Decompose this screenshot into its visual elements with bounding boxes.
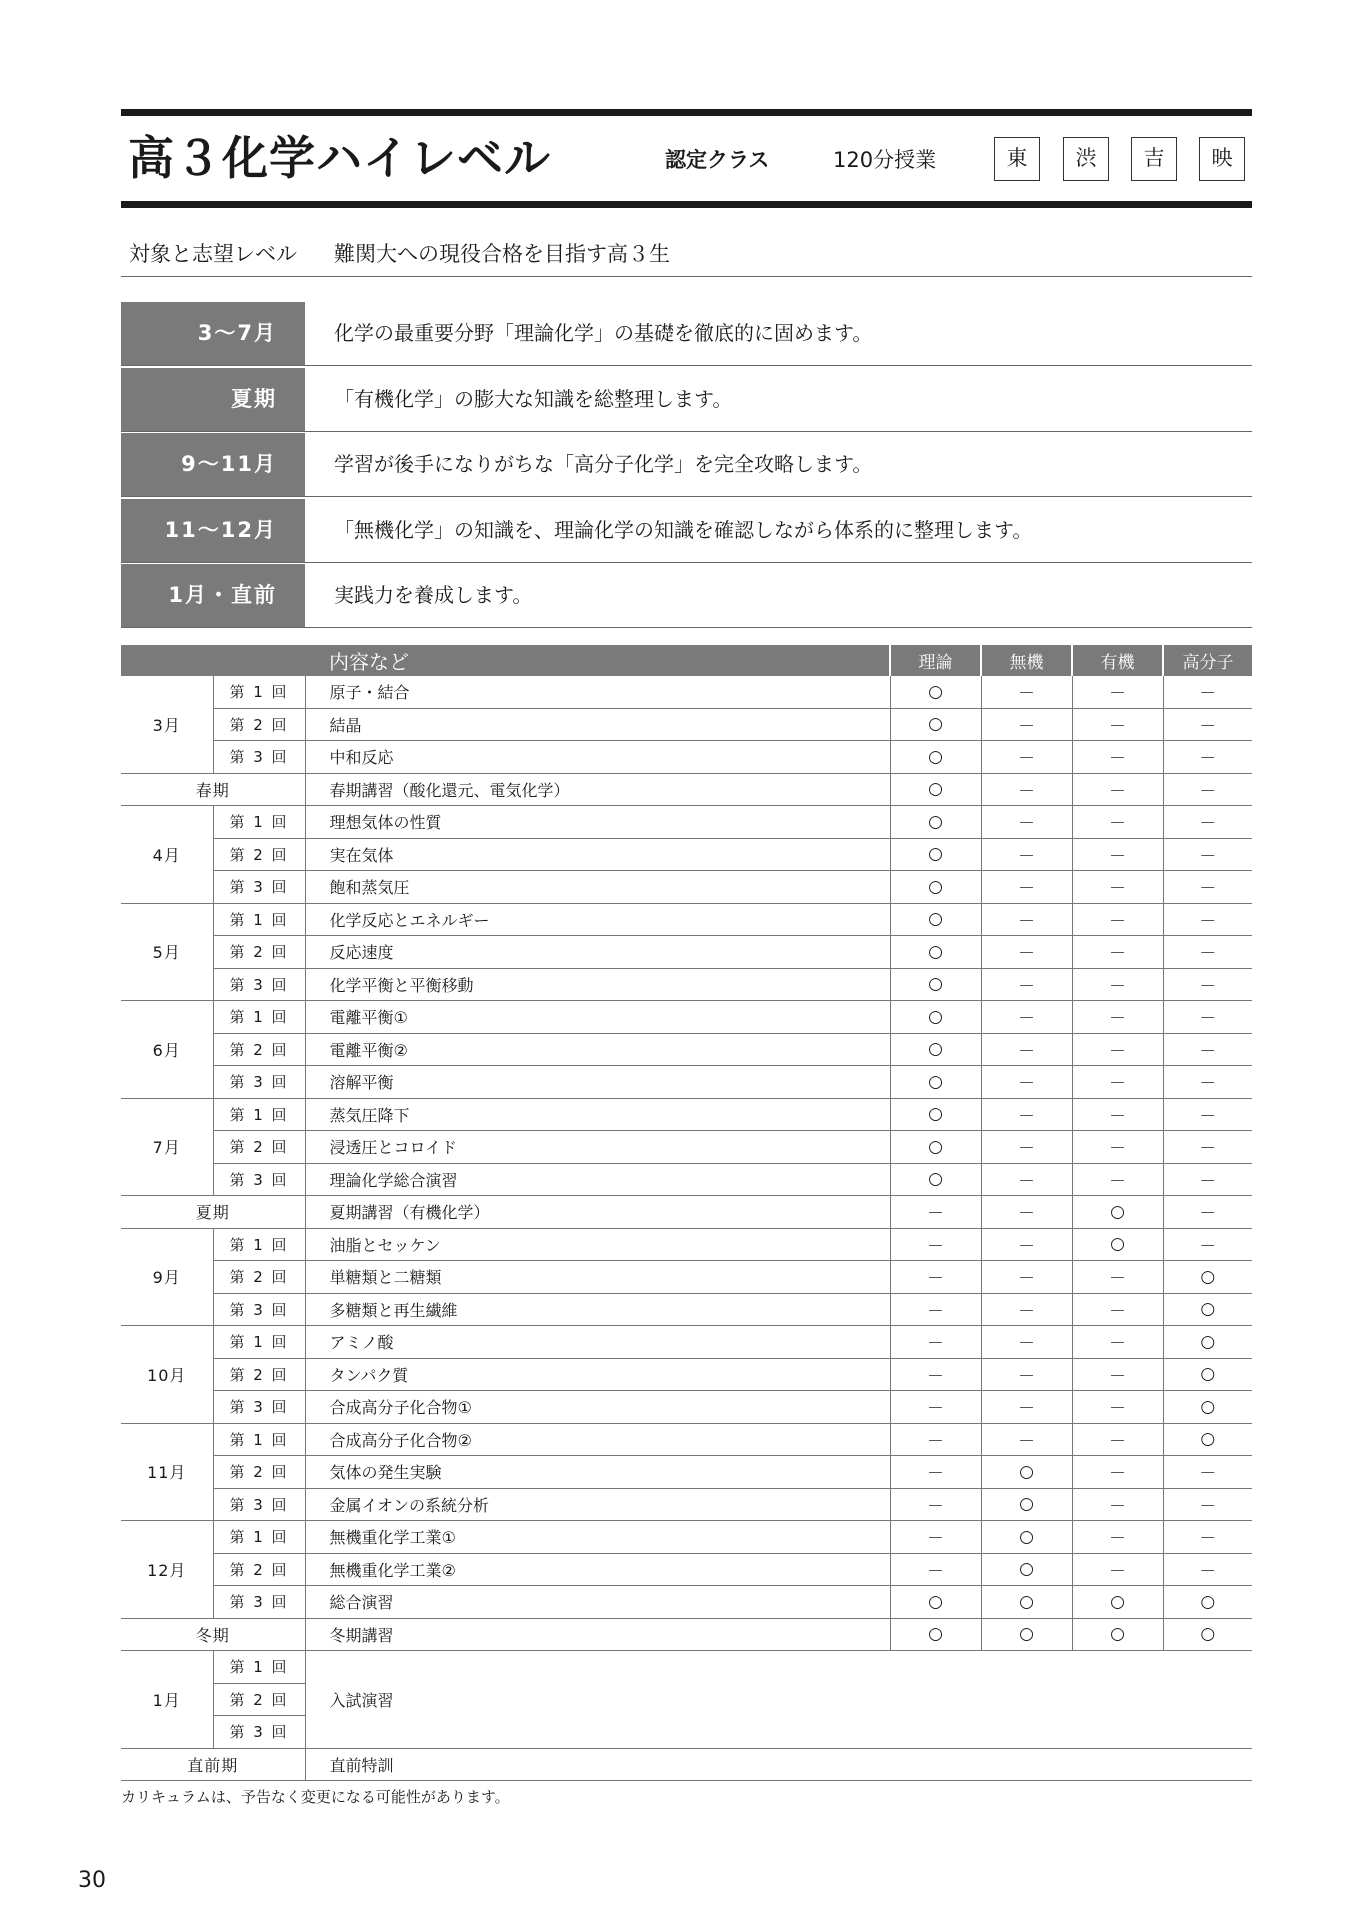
mark-cell: ○ (890, 838, 981, 871)
title-rule-top (121, 109, 1252, 116)
session-label: 第 2 回 (213, 708, 305, 741)
special-period-label: 直前期 (121, 1748, 305, 1781)
session-label: 第 1 回 (213, 1228, 305, 1261)
header-blank (121, 645, 305, 676)
table-row (121, 1131, 1252, 1164)
session-label: 第 1 回 (213, 1423, 305, 1456)
mark-cell: － (1163, 968, 1252, 1001)
mark-cell: － (1072, 968, 1163, 1001)
topic-cell: 理想気体の性質 (305, 806, 890, 839)
mark-cell: － (1163, 676, 1252, 708)
table-row (121, 1326, 1252, 1359)
topic-cell: 中和反応 (305, 741, 890, 774)
topic-cell: 化学平衡と平衡移動 (305, 968, 890, 1001)
topic-cell: 理論化学総合演習 (305, 1163, 890, 1196)
session-label: 第 1 回 (213, 1651, 305, 1684)
mark-cell: － (981, 1098, 1072, 1131)
mark-cell: － (890, 1196, 981, 1229)
mark-cell: ○ (981, 1521, 1072, 1554)
mark-cell: － (1163, 1196, 1252, 1229)
session-label: 第 1 回 (213, 1326, 305, 1359)
mark-cell: － (981, 1358, 1072, 1391)
topic-cell: 入試演習 (305, 1651, 1252, 1749)
session-label: 第 1 回 (213, 903, 305, 936)
mark-cell: － (1163, 1553, 1252, 1586)
mark-cell: － (1163, 1001, 1252, 1034)
mark-cell: － (1163, 1131, 1252, 1164)
mark-cell: ○ (981, 1553, 1072, 1586)
session-label: 第 3 回 (213, 741, 305, 774)
mark-cell: ○ (1163, 1423, 1252, 1456)
content-header: 内容など (305, 645, 890, 676)
mark-cell: － (1072, 806, 1163, 839)
mark-cell: ○ (890, 676, 981, 708)
mark-cell: ○ (890, 1066, 981, 1099)
mark-cell: － (1163, 1521, 1252, 1554)
month-label: 11月 (121, 1423, 213, 1521)
mark-cell: － (1072, 1163, 1163, 1196)
mark-cell: － (1072, 936, 1163, 969)
mark-cell: － (981, 1066, 1072, 1099)
period-label: 9～11月 (121, 433, 305, 496)
mark-cell: － (1072, 1033, 1163, 1066)
table-row (121, 1488, 1252, 1521)
topic-cell: 多糖類と再生繊維 (305, 1293, 890, 1326)
mark-cell: ○ (981, 1488, 1072, 1521)
mark-cell: － (1072, 1326, 1163, 1359)
topic-cell: 直前特訓 (305, 1748, 1252, 1781)
period-description: 化学の最重要分野「理論化学」の基礎を徹底的に固めます。 (334, 321, 873, 345)
table-row (121, 1196, 1252, 1229)
topic-cell: 電離平衡① (305, 1001, 890, 1034)
topic-cell: 単糖類と二糖類 (305, 1261, 890, 1294)
session-label: 第 2 回 (213, 838, 305, 871)
period-row (121, 564, 1252, 628)
table-row (121, 1618, 1252, 1651)
mark-cell: － (981, 871, 1072, 904)
table-row (121, 1651, 1252, 1684)
table-row (121, 968, 1252, 1001)
topic-cell: 油脂とセッケン (305, 1228, 890, 1261)
mark-cell: ○ (1163, 1358, 1252, 1391)
table-row (121, 1456, 1252, 1489)
session-label: 第 3 回 (213, 1586, 305, 1619)
topic-cell: 結晶 (305, 708, 890, 741)
period-label: 1月・直前 (121, 564, 305, 627)
mark-cell: － (1072, 1066, 1163, 1099)
table-row (121, 871, 1252, 904)
mark-cell: ○ (981, 1456, 1072, 1489)
mark-cell: － (1072, 838, 1163, 871)
mark-cell: ○ (1163, 1326, 1252, 1359)
mark-cell: ○ (890, 806, 981, 839)
mark-cell: － (890, 1228, 981, 1261)
mark-cell: － (1163, 1098, 1252, 1131)
mark-cell: － (1163, 871, 1252, 904)
month-label: 12月 (121, 1521, 213, 1619)
table-row (121, 1261, 1252, 1294)
mark-cell: － (1163, 1163, 1252, 1196)
mark-cell: － (1072, 708, 1163, 741)
column-header: 理論 (890, 645, 981, 676)
session-label: 第 1 回 (213, 1098, 305, 1131)
mark-cell: － (1072, 1488, 1163, 1521)
mark-cell: ○ (1163, 1586, 1252, 1619)
mark-cell: － (1163, 903, 1252, 936)
table-row (121, 806, 1252, 839)
session-label: 第 1 回 (213, 1521, 305, 1554)
mark-cell: ○ (890, 1131, 981, 1164)
table-row (121, 1293, 1252, 1326)
mark-cell: － (1072, 1521, 1163, 1554)
mark-cell: － (981, 708, 1072, 741)
mark-cell: － (981, 1423, 1072, 1456)
session-label: 第 2 回 (213, 1033, 305, 1066)
table-row (121, 1358, 1252, 1391)
session-label: 第 3 回 (213, 1488, 305, 1521)
session-label: 第 2 回 (213, 1131, 305, 1164)
mark-cell: － (1163, 1488, 1252, 1521)
mark-cell: ○ (981, 1618, 1072, 1651)
topic-cell: 合成高分子化合物① (305, 1391, 890, 1424)
session-label: 第 1 回 (213, 676, 305, 708)
mark-cell: － (981, 903, 1072, 936)
table-row (121, 1163, 1252, 1196)
table-row (121, 1521, 1252, 1554)
mark-cell: － (1072, 1358, 1163, 1391)
mark-cell: ○ (890, 1618, 981, 1651)
session-label: 第 2 回 (213, 1456, 305, 1489)
month-label: 1月 (121, 1651, 213, 1749)
table-row (121, 1228, 1252, 1261)
month-label: 6月 (121, 1001, 213, 1099)
period-description: 「有機化学」の膨大な知識を総整理します。 (334, 386, 733, 411)
topic-cell: 化学反応とエネルギー (305, 903, 890, 936)
certification-label: 認定クラス (665, 148, 770, 172)
footnote: カリキュラムは、予告なく変更になる可能性があります。 (121, 1788, 510, 1806)
table-row (121, 1066, 1252, 1099)
mark-cell: ○ (890, 1163, 981, 1196)
mark-cell: ○ (890, 773, 981, 806)
table-row (121, 1033, 1252, 1066)
mark-cell: － (1163, 936, 1252, 969)
topic-cell: 夏期講習（有機化学） (305, 1196, 890, 1229)
table-header-row (121, 645, 1252, 676)
table-row (121, 936, 1252, 969)
mark-cell: － (981, 1293, 1072, 1326)
mark-cell: － (981, 806, 1072, 839)
table-row (121, 903, 1252, 936)
mark-cell: － (890, 1553, 981, 1586)
special-period-label: 夏期 (121, 1196, 305, 1229)
mark-cell: － (890, 1261, 981, 1294)
mark-cell: － (1163, 708, 1252, 741)
session-label: 第 3 回 (213, 871, 305, 904)
session-label: 第 1 回 (213, 806, 305, 839)
mark-cell: － (981, 1163, 1072, 1196)
mark-cell: － (981, 741, 1072, 774)
mark-cell: ○ (890, 936, 981, 969)
mark-cell: － (981, 838, 1072, 871)
topic-cell: 金属イオンの系統分析 (305, 1488, 890, 1521)
session-label: 第 3 回 (213, 1293, 305, 1326)
mark-cell: － (1163, 806, 1252, 839)
session-label: 第 3 回 (213, 968, 305, 1001)
campus-badge: 映 (1199, 137, 1245, 181)
topic-cell: タンパク質 (305, 1358, 890, 1391)
topic-cell: 飽和蒸気圧 (305, 871, 890, 904)
topic-cell: 気体の発生実験 (305, 1456, 890, 1489)
mark-cell: ○ (890, 871, 981, 904)
mark-cell: － (981, 1326, 1072, 1359)
campus-badge: 渋 (1063, 137, 1109, 181)
column-header: 高分子 (1163, 645, 1252, 676)
table-row (121, 1001, 1252, 1034)
mark-cell: － (890, 1293, 981, 1326)
mark-cell: ○ (1163, 1618, 1252, 1651)
mark-cell: － (1072, 1001, 1163, 1034)
mark-cell: － (981, 1228, 1072, 1261)
mark-cell: ○ (1072, 1618, 1163, 1651)
mark-cell: ○ (890, 1001, 981, 1034)
period-description: 「無機化学」の知識を、理論化学の知識を確認しながら体系的に整理します。 (334, 517, 1033, 542)
mark-cell: － (1072, 903, 1163, 936)
mark-cell: ○ (890, 903, 981, 936)
table-row (121, 1423, 1252, 1456)
period-row (121, 433, 1252, 497)
topic-cell: 合成高分子化合物② (305, 1423, 890, 1456)
mark-cell: － (1072, 1098, 1163, 1131)
session-label: 第 2 回 (213, 1358, 305, 1391)
mark-cell: － (1072, 1391, 1163, 1424)
mark-cell: － (890, 1423, 981, 1456)
session-label: 第 2 回 (213, 1683, 305, 1716)
topic-cell: 反応速度 (305, 936, 890, 969)
mark-cell: － (1072, 1131, 1163, 1164)
period-label: 3～7月 (121, 302, 305, 365)
topic-cell: 実在気体 (305, 838, 890, 871)
campus-badge: 吉 (1131, 137, 1177, 181)
mark-cell: ○ (890, 741, 981, 774)
mark-cell: － (1072, 1423, 1163, 1456)
mark-cell: ○ (1163, 1261, 1252, 1294)
mark-cell: ○ (1072, 1228, 1163, 1261)
month-label: 5月 (121, 903, 213, 1001)
mark-cell: － (890, 1358, 981, 1391)
session-label: 第 3 回 (213, 1066, 305, 1099)
topic-cell: 春期講習（酸化還元、電気化学） (305, 773, 890, 806)
mark-cell: ○ (890, 708, 981, 741)
campus-badge: 東 (994, 137, 1040, 181)
topic-cell: 無機重化学工業② (305, 1553, 890, 1586)
table-row (121, 676, 1252, 708)
mark-cell: － (981, 1131, 1072, 1164)
duration-label: 120分授業 (833, 148, 937, 172)
table-row (121, 773, 1252, 806)
topic-cell: 蒸気圧降下 (305, 1098, 890, 1131)
mark-cell: － (981, 1033, 1072, 1066)
table-row (121, 1553, 1252, 1586)
mark-cell: － (981, 676, 1072, 708)
mark-cell: － (981, 1001, 1072, 1034)
mark-cell: － (1163, 1033, 1252, 1066)
page-number: 30 (78, 1868, 106, 1893)
mark-cell: － (890, 1391, 981, 1424)
period-label: 11～12月 (121, 499, 305, 562)
mark-cell: － (1072, 773, 1163, 806)
target-text: 難関大への現役合格を目指す高３生 (334, 242, 670, 266)
topic-cell: 総合演習 (305, 1586, 890, 1619)
table-row (121, 1098, 1252, 1131)
table-row (121, 1391, 1252, 1424)
target-label: 対象と志望レベル (129, 242, 297, 266)
mark-cell: － (890, 1488, 981, 1521)
month-label: 4月 (121, 806, 213, 904)
mark-cell: － (1163, 1228, 1252, 1261)
mark-cell: － (1163, 838, 1252, 871)
curriculum-table (121, 645, 1252, 1781)
table-row (121, 1748, 1252, 1781)
mark-cell: － (890, 1326, 981, 1359)
mark-cell: － (1163, 773, 1252, 806)
mark-cell: ○ (981, 1586, 1072, 1619)
topic-cell: 電離平衡② (305, 1033, 890, 1066)
period-row (121, 499, 1252, 563)
topic-cell: 原子・結合 (305, 676, 890, 708)
mark-cell: ○ (1072, 1196, 1163, 1229)
mark-cell: － (1072, 1293, 1163, 1326)
mark-cell: － (1163, 1066, 1252, 1099)
topic-cell: 溶解平衡 (305, 1066, 890, 1099)
session-label: 第 2 回 (213, 1553, 305, 1586)
course-title: 高３化学ハイレベル (128, 131, 551, 185)
period-label: 夏期 (121, 368, 305, 431)
column-header: 無機 (981, 645, 1072, 676)
session-label: 第 2 回 (213, 1261, 305, 1294)
column-header: 有機 (1072, 645, 1163, 676)
mark-cell: ○ (1072, 1586, 1163, 1619)
session-label: 第 3 回 (213, 1391, 305, 1424)
session-label: 第 3 回 (213, 1716, 305, 1749)
special-period-label: 冬期 (121, 1618, 305, 1651)
month-label: 3月 (121, 676, 213, 773)
month-label: 9月 (121, 1228, 213, 1326)
period-description: 実践力を養成します。 (334, 583, 533, 607)
mark-cell: － (981, 936, 1072, 969)
topic-cell: 無機重化学工業① (305, 1521, 890, 1554)
session-label: 第 3 回 (213, 1163, 305, 1196)
mark-cell: － (1163, 741, 1252, 774)
mark-cell: － (981, 773, 1072, 806)
topic-cell: 浸透圧とコロイド (305, 1131, 890, 1164)
table-row (121, 741, 1252, 774)
mark-cell: ○ (1163, 1391, 1252, 1424)
mark-cell: － (1072, 1553, 1163, 1586)
mark-cell: － (890, 1521, 981, 1554)
special-period-label: 春期 (121, 773, 305, 806)
period-row (121, 302, 1252, 366)
period-description: 学習が後手になりがちな「高分子化学」を完全攻略します。 (334, 452, 873, 476)
mark-cell: － (1072, 1261, 1163, 1294)
mark-cell: － (1072, 741, 1163, 774)
mark-cell: － (890, 1456, 981, 1489)
month-label: 10月 (121, 1326, 213, 1424)
session-label: 第 2 回 (213, 936, 305, 969)
period-row (121, 368, 1252, 432)
mark-cell: ○ (1163, 1293, 1252, 1326)
table-row (121, 708, 1252, 741)
mark-cell: － (1072, 871, 1163, 904)
mark-cell: － (1072, 1456, 1163, 1489)
table-row (121, 1586, 1252, 1619)
mark-cell: － (1072, 676, 1163, 708)
table-row (121, 838, 1252, 871)
topic-cell: アミノ酸 (305, 1326, 890, 1359)
mark-cell: － (981, 1391, 1072, 1424)
month-label: 7月 (121, 1098, 213, 1196)
topic-cell: 冬期講習 (305, 1618, 890, 1651)
mark-cell: － (981, 1261, 1072, 1294)
session-label: 第 1 回 (213, 1001, 305, 1034)
mark-cell: ○ (890, 1586, 981, 1619)
mark-cell: － (981, 968, 1072, 1001)
target-row (121, 234, 1252, 277)
mark-cell: － (1163, 1456, 1252, 1489)
mark-cell: ○ (890, 1033, 981, 1066)
mark-cell: － (981, 1196, 1072, 1229)
title-rule-bottom (121, 201, 1252, 208)
mark-cell: ○ (890, 1098, 981, 1131)
mark-cell: ○ (890, 968, 981, 1001)
